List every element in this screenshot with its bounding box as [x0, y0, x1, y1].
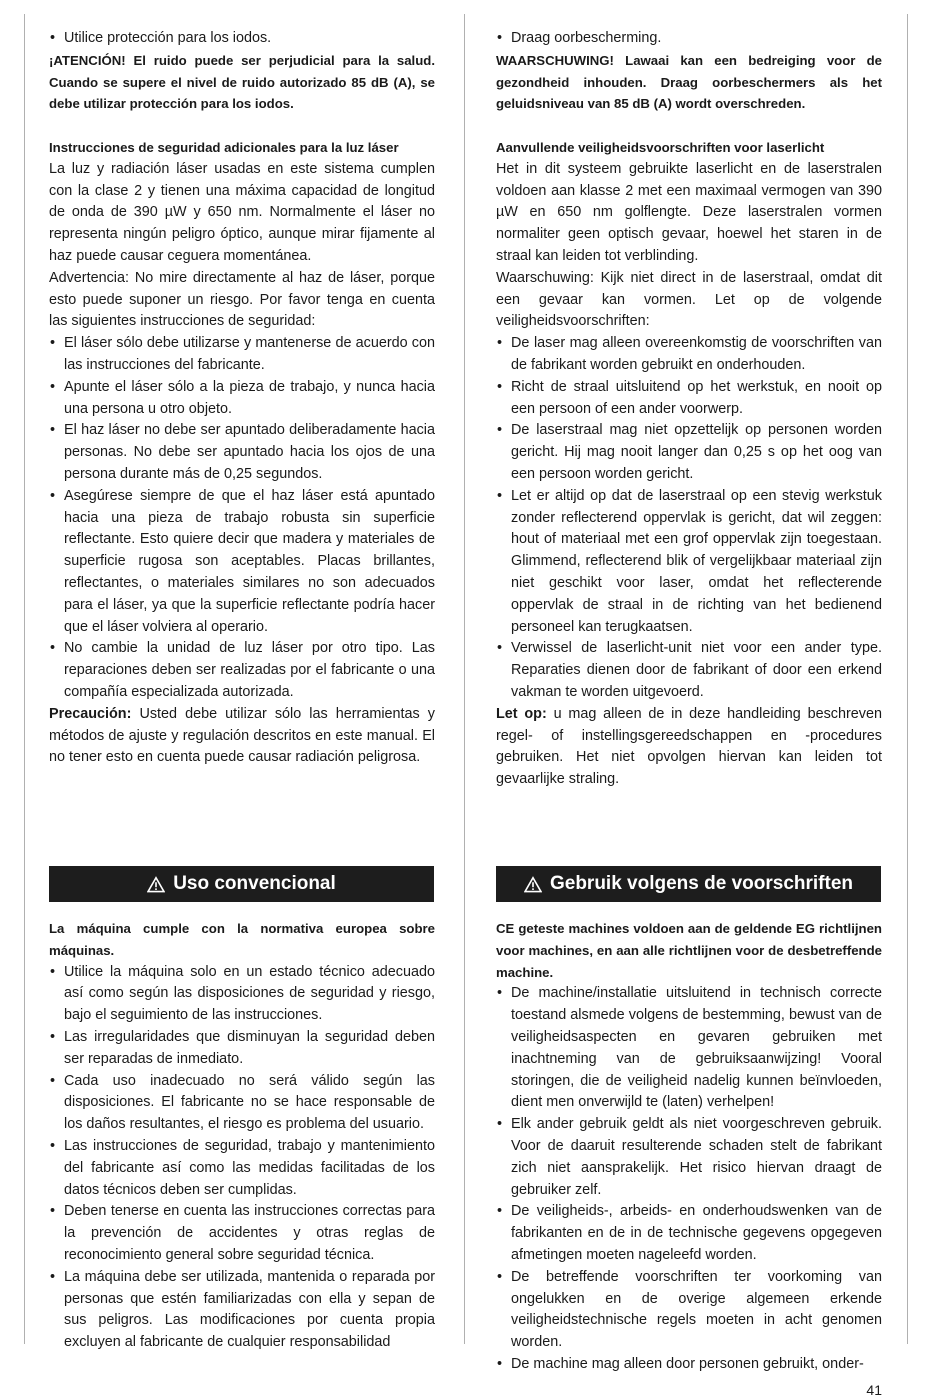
right-margin-rule [907, 14, 908, 1344]
dutch-intended-use-section [496, 918, 882, 1376]
dutch-section-banner [496, 866, 881, 902]
dutch-precaution [496, 704, 882, 791]
list-item: • De machine mag alleen door personen gebruikt, onder- [496, 1354, 882, 1376]
list-item: • Cada uso inadecuado no será válido según las disposiciones. El fabricante no se hace responsable de los daños resultantes, el riesgo es problema del usuario. [49, 1071, 435, 1136]
page-number: 41 [866, 1382, 882, 1398]
list-item: • Asegúrese siempre de que el haz láser está apuntado hacia una pieza de trabajo robusta sin superficie reflectante. Esto quiere decir que madera y materiales de superficie rugosa son aceptables. Placas brillantes, reflectantes, o materiales similares no son adecuados para el láser, ya que la superficie reflectante podría hacer que el láser volviera al operario. [49, 486, 435, 639]
warning-triangle-icon [524, 876, 542, 893]
list-item: • Utilice la máquina solo en un estado técnico adecuado así como según las disposiciones de seguridad y riesgo, bajo el seguimiento de las instrucciones. [49, 962, 435, 1027]
list-item: • De laser mag alleen overeenkomstig de voorschriften van de fabrikant worden gebruikt en onderhouden. [496, 333, 882, 377]
dutch-laser-bullet-list [496, 333, 882, 704]
list-item: • Deben tenerse en cuenta las instrucciones correctas para la prevención de accidentes y otras reglas de reconocimiento general sobre seguridad técnica. [49, 1201, 435, 1266]
list-item: • Las irregularidades que disminuyan la seguridad deben ser reparadas de inmediato. [49, 1027, 435, 1071]
dutch-precaution-text: u mag alleen de in deze handleiding beschreven regel- of instellingsgereedschappen en -procedures gebruiken. Het niet opvolgen hiervan kan leiden tot gevaarlijke straling. [496, 705, 882, 788]
spanish-banner-title: Uso convencional [173, 873, 336, 894]
dutch-intended-use-list [496, 983, 882, 1375]
spanish-precaution-text: Usted debe utilizar sólo las herramientas y métodos de ajuste y regulación descritos en este manual. El no tener esto en cuenta puede causar radiación peligrosa. [49, 705, 435, 766]
list-item: • Las instrucciones de seguridad, trabajo y mantenimiento del fabricante así como las medidas facilitadas de los datos técnicos deben ser cumplidas. [49, 1136, 435, 1201]
list-item: • De machine/installatie uitsluitend in technisch correcte toestand alsmede volgens de bestemming, bewust van de veiligheidsaspecten en gevaren gebruiken met inachtneming van de gebruiksaanwijzing! Vooral storingen, die de veiligheid nadelig kunnen beïnvloeden, dient men onverwijld te (laten) verhelpen! [496, 983, 882, 1114]
dutch-intended-use-intro: CE geteste machines voldoen aan de geldende EG richtlijnen voor machines, en aan alle richtlijnen voor de desbetreffende machine. [496, 921, 882, 980]
warning-triangle-icon [147, 876, 165, 893]
spanish-laser-warning: Advertencia: No mire directamente al haz de láser, porque esto puede suponer un riesgo. Por favor tenga en cuenta las siguientes instrucciones de seguridad: [49, 269, 435, 330]
list-item: • De laserstraal mag niet opzettelijk op personen worden gericht. Hij mag nooit langer dan 0,25 s op het oog van een persoon worden gericht. [496, 420, 882, 485]
list-item: • El láser sólo debe utilizarse y mantenerse de acuerdo con las instrucciones del fabricante. [49, 333, 435, 377]
list-item: • No cambie la unidad de luz láser por otro tipo. Las reparaciones deben ser realizadas por el fabricante o una compañía especializada autorizada. [49, 638, 435, 703]
dutch-protection-bullet: • Draag oorbescherming. [496, 28, 882, 50]
spanish-laser-bullet-list [49, 333, 435, 704]
spanish-protection-bullet: • Utilice protección para los iodos. [49, 28, 435, 50]
list-item: • De betreffende voorschriften ter voorkoming van ongelukken en de overige algemeen erkende veiligheidstechnische regels moeten in acht genomen worden. [496, 1267, 882, 1354]
left-margin-rule [24, 14, 25, 1344]
dutch-laser-warning: Waarschuwing: Kijk niet direct in de laserstraal, omdat dit een gevaar kan vormen. Let op de volgende veiligheidsvoorschriften: [496, 269, 882, 330]
list-item: • El haz láser no debe ser apuntado deliberadamente hacia personas. No debe ser apuntado hacia los ojos de una persona durante más de 0,25 segundos. [49, 420, 435, 485]
list-item: • Richt de straal uitsluitend op het werkstuk, en nooit op een persoon of een ander voorwerp. [496, 377, 882, 421]
dutch-noise-warning: WAARSCHUWING! Lawaai kan een bedreiging voor de gezondheid inhouden. Draag oorbeschermers als het geluidsniveau van 85 dB (A) wordt overschreden. [496, 52, 882, 112]
list-item: • De veiligheids-, arbeids- en onderhoudswenken van de fabrikanten en de in de technische gegevens opgegeven afmetingen moeten nageleefd worden. [496, 1201, 882, 1266]
list-item: • Elk ander gebruik geldt als niet voorgeschreven gebruik. Voor de daaruit resulterende schaden stelt de fabrikant zich niet aansprakelijk. Het risico hiervan draagt de gebruiker zelf. [496, 1114, 882, 1201]
spanish-safety-section [49, 28, 435, 769]
spanish-precaution [49, 704, 435, 769]
list-item: • Let er altijd op dat de laserstraal op een stevig werkstuk zonder reflecterend oppervlak is gericht, dat wil zeggen: hout of materiaal met een grof oppervlak zijn toegestaan. Glimmend, reflecterend blik of vergelijkbaar materiaal zijn niet geschikt voor laser, omdat het reflecterende oppervlak de straal in de richting van het bedienend personeel kan terugkaatsen. [496, 486, 882, 639]
spanish-noise-warning: ¡ATENCIÓN! El ruido puede ser perjudicial para la salud. Cuando se supere el nivel de ruido autorizado 85 dB (A), se debe utilizar protección para los iodos. [49, 52, 435, 112]
spanish-laser-heading: Instrucciones de seguridad adicionales para la luz láser [49, 139, 399, 155]
list-item: • Apunte el láser sólo a la pieza de trabajo, y nunca hacia una persona u otro objeto. [49, 377, 435, 421]
list-item: • Verwissel de laserlicht-unit niet voor een ander type. Reparaties dienen door de fabrikant of door een erkend vakman te worden uitgevoerd. [496, 638, 882, 703]
dutch-safety-section [496, 28, 882, 791]
column-divider-rule [464, 14, 465, 1344]
spanish-intended-use-section [49, 918, 435, 1354]
dutch-laser-paragraph: Het in dit systeem gebruikte laserlicht en de laserstralen voldoen aan klasse 2 met een maximaal vermogen van 390 µW en 650 nm golflengte. Deze laserstralen vormen normaliter geen optisch gevaar, hoewel het staren in de straal kan leiden tot verblinding. [496, 160, 882, 264]
spanish-section-banner [49, 866, 434, 902]
dutch-banner-title: Gebruik volgens de voorschriften [549, 873, 854, 894]
dutch-precaution-label: Let op: [496, 705, 547, 722]
spanish-precaution-label: Precaución: [49, 705, 132, 722]
spanish-laser-paragraph: La luz y radiación láser usadas en este sistema cumplen con la clase 2 y tienen una máxima capacidad de longitud de onda de 390 µW y 650 nm. Normalmente el láser no representa ningún peligro óptico, aunque mirar fijamente al haz puede causar ceguera momentánea. [49, 160, 435, 264]
dutch-laser-heading: Aanvullende veiligheidsvoorschriften voor laserlicht [496, 139, 825, 155]
spanish-intended-use-list [49, 962, 435, 1354]
list-item: • La máquina debe ser utilizada, mantenida o reparada por personas que estén familiarizadas con ella y sepan de sus peligros. Las modificaciones por cuenta propia excluyen al fabricante de cualquier responsabilidad [49, 1267, 435, 1354]
spanish-intended-use-intro: La máquina cumple con la normativa europea sobre máquinas. [49, 921, 435, 958]
